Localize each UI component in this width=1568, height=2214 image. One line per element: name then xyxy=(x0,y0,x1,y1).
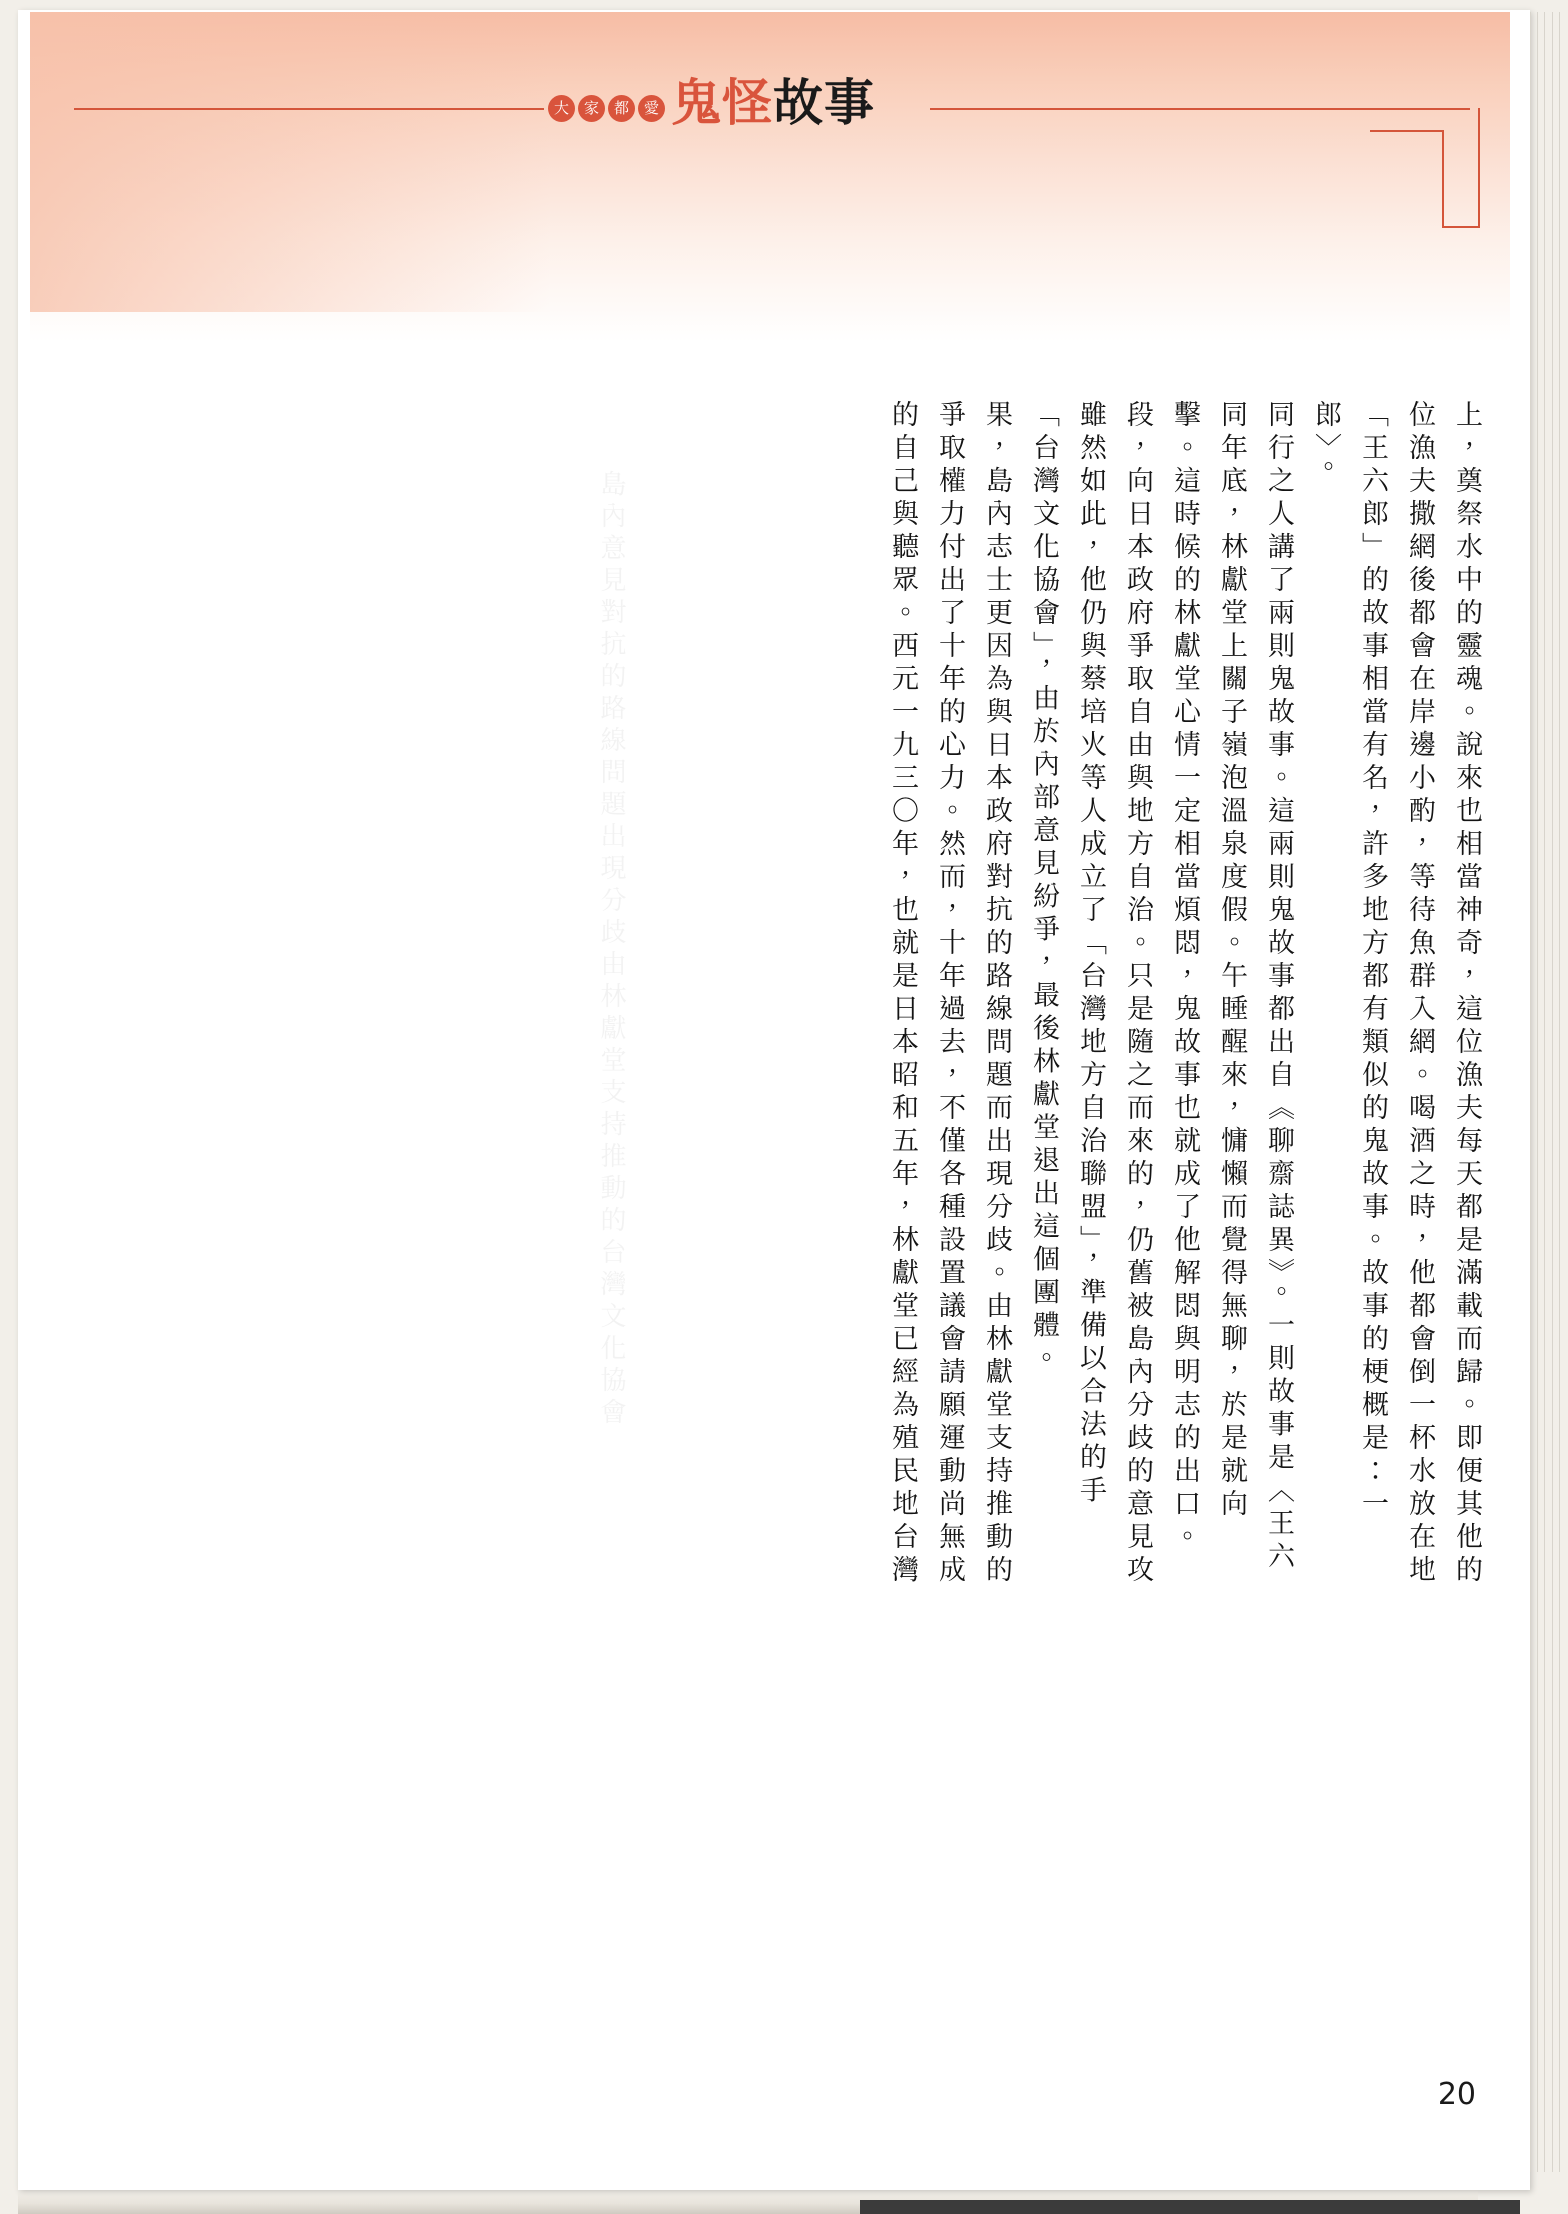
text-column: 段，向日本政府爭取自由與地方自治。只是隨之而來的，仍舊被島內分歧的意見攻 xyxy=(1122,400,1153,1588)
masthead-stamps xyxy=(548,95,665,130)
text-column: 爭取權力付出了十年的心力。然而，十年過去，不僅各種設置議會請願運動尚無成 xyxy=(934,400,965,1588)
sheet-edge-line xyxy=(1559,12,1560,2172)
text-column: 同年底，林獻堂上關子嶺泡溫泉度假。午睡醒來，慵懶而覺得無聊，於是就向 xyxy=(1216,400,1247,1522)
text-column: 郎〉。 xyxy=(1310,400,1341,486)
masthead xyxy=(548,62,938,130)
text-column: 「台灣文化協會」，由於內部意見紛爭，最後林獻堂退出這個團體。 xyxy=(1028,400,1059,1377)
scan-bottom-edge xyxy=(860,2200,1520,2214)
page-title xyxy=(671,73,875,132)
sheet-edge-line xyxy=(1544,12,1545,2172)
stamp-icon: 大 xyxy=(548,95,575,122)
text-column: 的自己與聽眾。西元一九三〇年，也就是日本昭和五年，林獻堂已經為殖民地台灣 xyxy=(887,400,918,1588)
sheet-edge-line xyxy=(1530,12,1531,2172)
text-column: 「王六郎」的故事相當有名，許多地方都有類似的鬼故事。故事的梗概是：一 xyxy=(1357,400,1388,1522)
text-column: 果，島內志士更因為與日本政府對抗的路線問題而出現分歧。由林獻堂支持推動的 xyxy=(981,400,1012,1588)
corner-ornament-icon xyxy=(1370,108,1480,228)
sheet-edge-line xyxy=(1552,12,1553,2172)
page-title-red: 鬼怪 xyxy=(671,73,773,132)
page-title-black: 故事 xyxy=(773,73,875,132)
header-gradient-wash-left xyxy=(30,12,550,312)
stamp-icon: 都 xyxy=(608,95,635,122)
text-column: 同行之人講了兩則鬼故事。這兩則鬼故事都出自《聊齋誌異》。一則故事是〈王六 xyxy=(1263,400,1294,1575)
text-column: 雖然如此，他仍與蔡培火等人成立了「台灣地方自治聯盟」，準備以合法的手 xyxy=(1075,400,1106,1509)
text-column: 位漁夫撒網後都會在岸邊小酌，等待魚群入網。喝酒之時，他都會倒一杯水放在地 xyxy=(1404,400,1435,1588)
header-rule-left xyxy=(74,108,544,110)
sheet-edge-line xyxy=(1537,12,1538,2172)
text-column: 擊。這時候的林獻堂心情一定相當煩悶，鬼故事也就成了他解悶與明志的出口。 xyxy=(1169,400,1200,1555)
page-number: 20 xyxy=(1437,2077,1476,2112)
text-column: 上，奠祭水中的靈魂。說來也相當神奇，這位漁夫每天都是滿載而歸。即便其他的 xyxy=(1451,400,1482,1588)
stamp-icon: 家 xyxy=(578,95,605,122)
stamp-icon: 愛 xyxy=(638,95,665,122)
body-text-columns xyxy=(869,400,1480,1920)
